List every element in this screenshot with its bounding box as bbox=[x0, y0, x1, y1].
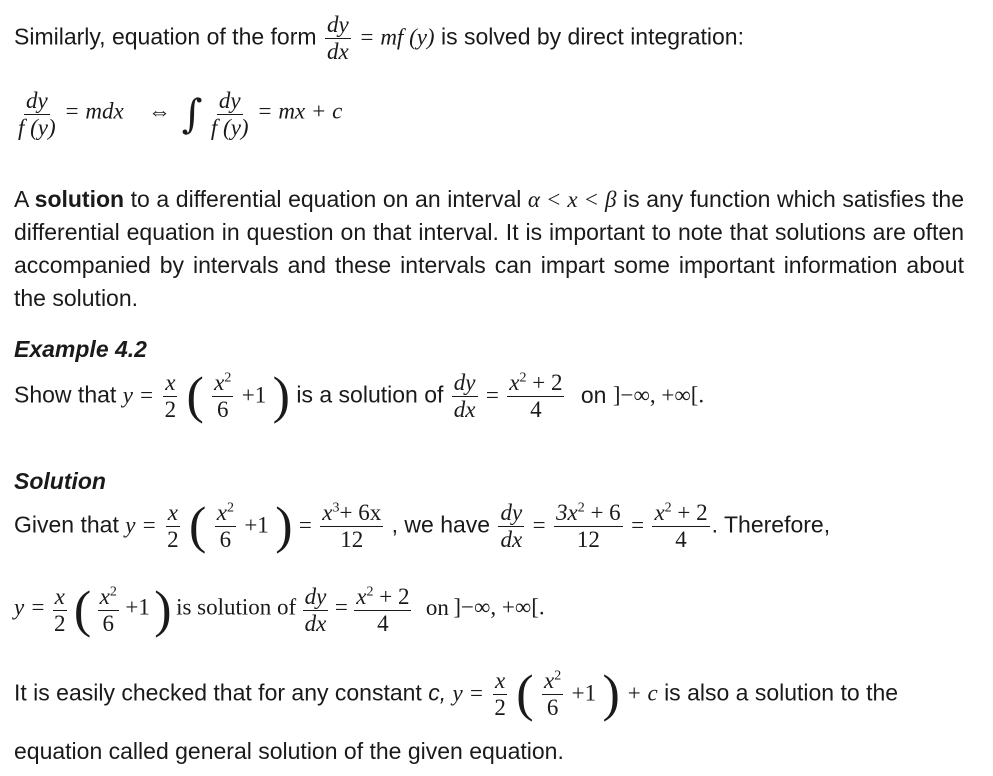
four: 4 bbox=[377, 611, 389, 636]
rhs-x: x bbox=[509, 370, 520, 395]
plus-one: +1 bbox=[571, 680, 597, 706]
integral-symbol: ∫ bbox=[181, 91, 203, 138]
given-that-text: Given that bbox=[14, 511, 119, 538]
constant-c: c, bbox=[428, 679, 447, 706]
x-over-2 bbox=[52, 584, 68, 637]
closing-text-mid: is also a solution to the bbox=[664, 679, 899, 706]
lhs-rhs: = mdx bbox=[64, 98, 124, 124]
left-paren: ( bbox=[189, 497, 207, 555]
solution-line-2 bbox=[14, 581, 545, 639]
therefore-text: . Therefore, bbox=[711, 511, 831, 538]
x2-over-6 bbox=[215, 500, 236, 553]
para-text-mid: to a differential equation on an interval bbox=[124, 186, 528, 212]
is-solution-of-text: is a solution of bbox=[296, 381, 444, 408]
x-over-2 bbox=[163, 370, 179, 423]
right-paren: ) bbox=[272, 367, 290, 425]
integral-numerator: dy bbox=[218, 88, 241, 113]
dx: dx bbox=[304, 611, 327, 636]
x-numerator: x bbox=[495, 668, 506, 693]
six-denominator: 6 bbox=[219, 527, 232, 552]
twelve: 12 bbox=[576, 527, 600, 552]
x-over-2 bbox=[492, 668, 508, 721]
intro-rhs: = mf (y) bbox=[359, 24, 435, 50]
plus-six: + 6 bbox=[584, 500, 621, 525]
x-numerator: x bbox=[165, 370, 176, 395]
dx: dx bbox=[500, 527, 523, 552]
left-paren: ( bbox=[73, 581, 92, 639]
cubic-numerator: $x^3+ 6x$ bbox=[322, 500, 382, 525]
x2-over-6 bbox=[98, 584, 119, 637]
twelve: 12 bbox=[340, 527, 364, 552]
dx: dx bbox=[453, 397, 476, 422]
example-heading: Example 4.2 bbox=[14, 336, 147, 362]
two-denominator: 2 bbox=[494, 695, 506, 720]
bold-term-solution: solution bbox=[34, 186, 125, 212]
show-that-text: Show that bbox=[14, 381, 117, 408]
rhs-x: x bbox=[654, 500, 665, 525]
rhs-numerator: $x^2 + 2$ bbox=[509, 370, 563, 395]
on-text: on bbox=[580, 381, 607, 408]
equals: = bbox=[334, 594, 348, 620]
domain-interval: ]−∞, +∞[. bbox=[612, 382, 705, 408]
plus-c: + c bbox=[626, 680, 658, 706]
right-paren: ) bbox=[154, 581, 172, 639]
right-paren: ) bbox=[275, 497, 293, 555]
x2-over-6 bbox=[212, 370, 233, 423]
solution-definition-paragraph bbox=[14, 183, 964, 315]
x-base: x bbox=[322, 500, 333, 525]
x-numerator: x bbox=[54, 584, 65, 609]
y-equals: y = bbox=[125, 512, 157, 538]
four: 4 bbox=[675, 527, 687, 552]
integral-denominator: f (y) bbox=[210, 115, 249, 140]
six-denominator: 6 bbox=[546, 695, 559, 720]
lhs-fraction bbox=[16, 88, 58, 141]
x-base: x bbox=[99, 584, 110, 609]
y-equals: y = bbox=[452, 680, 484, 706]
y-equals: y = bbox=[122, 382, 155, 408]
x2-over-6 bbox=[542, 668, 563, 721]
integral-fraction bbox=[209, 88, 251, 141]
x2-numerator: $x^2$ bbox=[543, 668, 562, 693]
rhs-fraction bbox=[652, 500, 709, 553]
left-paren: ( bbox=[516, 665, 534, 723]
rhs-plus-two: + 2 bbox=[373, 584, 410, 609]
two-denominator: 2 bbox=[167, 527, 179, 552]
three-x: 3x bbox=[555, 500, 578, 525]
x2-numerator: $x^2$ bbox=[216, 500, 234, 525]
dy-dx bbox=[498, 500, 524, 553]
lhs-denominator: f (y) bbox=[18, 115, 56, 140]
x-base: x bbox=[543, 668, 555, 693]
dy: dy bbox=[304, 584, 327, 609]
rhs-fraction bbox=[354, 584, 411, 637]
integral-rhs: = mx + c bbox=[257, 98, 343, 124]
solution-line-1 bbox=[14, 497, 831, 555]
four: 4 bbox=[530, 397, 542, 422]
lhs-numerator: dy bbox=[25, 88, 48, 113]
para-text-end: is any function which satisfies the differential equation in question on that interval. It is important to note that solutions are often accompanied by intervals and these intervals can impart some important information about the solution. bbox=[14, 186, 964, 311]
is-solution-of-text: is solution of bbox=[176, 594, 297, 620]
right-paren: ) bbox=[602, 665, 620, 723]
x-base: x bbox=[216, 500, 227, 525]
fraction-numerator: dy bbox=[326, 12, 349, 37]
fraction-denominator: dx bbox=[326, 39, 349, 64]
plus-one: +1 bbox=[125, 594, 150, 620]
equals: = bbox=[485, 382, 499, 408]
integration-equation bbox=[14, 88, 342, 141]
cubic-fraction bbox=[320, 500, 383, 553]
x2-numerator: $x^2$ bbox=[99, 584, 117, 609]
example-statement bbox=[14, 367, 705, 425]
dy-dx-fraction bbox=[325, 12, 351, 65]
two-denominator: 2 bbox=[164, 397, 177, 422]
closing-line-1 bbox=[14, 665, 899, 723]
intro-text: Similarly, equation of the form bbox=[14, 23, 317, 50]
six-denominator: 6 bbox=[217, 397, 229, 422]
x-base: x bbox=[214, 370, 225, 395]
dy: dy bbox=[453, 370, 476, 395]
para-text-start: A bbox=[14, 186, 35, 212]
rhs-x: x bbox=[356, 584, 367, 609]
six-denominator: 6 bbox=[102, 611, 115, 636]
plus-one: +1 bbox=[241, 382, 267, 408]
we-have-text: , we have bbox=[391, 511, 491, 538]
iff-symbol: ⇔ bbox=[148, 98, 172, 124]
dy-dx bbox=[303, 584, 329, 637]
intro-line bbox=[14, 12, 744, 65]
on-text: on bbox=[425, 594, 449, 620]
x2-numerator: $x^2$ bbox=[214, 370, 232, 395]
interval-expression: α < x < β bbox=[527, 187, 617, 212]
closing-line-2: equation called general solution of the given equation. bbox=[14, 738, 564, 764]
left-paren: ( bbox=[186, 367, 204, 425]
rhs-numerator: $x^2 + 2$ bbox=[356, 584, 410, 609]
rhs-fraction bbox=[507, 370, 564, 423]
domain-interval: ]−∞, +∞[. bbox=[453, 594, 545, 620]
intro-tail: is solved by direct integration: bbox=[441, 23, 744, 50]
equals: = bbox=[631, 512, 645, 538]
x-over-2 bbox=[165, 500, 181, 553]
dy: dy bbox=[500, 500, 523, 525]
equals: = bbox=[532, 512, 546, 538]
rhs-plus-two: + 2 bbox=[526, 370, 563, 395]
x-numerator: x bbox=[167, 500, 178, 525]
derivative-numerator: $3x^2 + 6$ bbox=[555, 500, 621, 525]
two-denominator: 2 bbox=[53, 611, 66, 636]
plus-one: +1 bbox=[244, 512, 269, 538]
rhs-numerator: $x^2 + 2$ bbox=[654, 500, 708, 525]
plus-6x: + 6x bbox=[339, 500, 382, 525]
derivative-fraction bbox=[554, 500, 623, 553]
rhs-plus-two: + 2 bbox=[671, 500, 708, 525]
closing-text-start: It is easily checked that for any constant bbox=[14, 679, 422, 706]
solution-heading: Solution bbox=[14, 468, 106, 494]
equals: = bbox=[298, 512, 312, 538]
y-equals: y = bbox=[14, 594, 46, 620]
dy-dx bbox=[452, 370, 478, 423]
